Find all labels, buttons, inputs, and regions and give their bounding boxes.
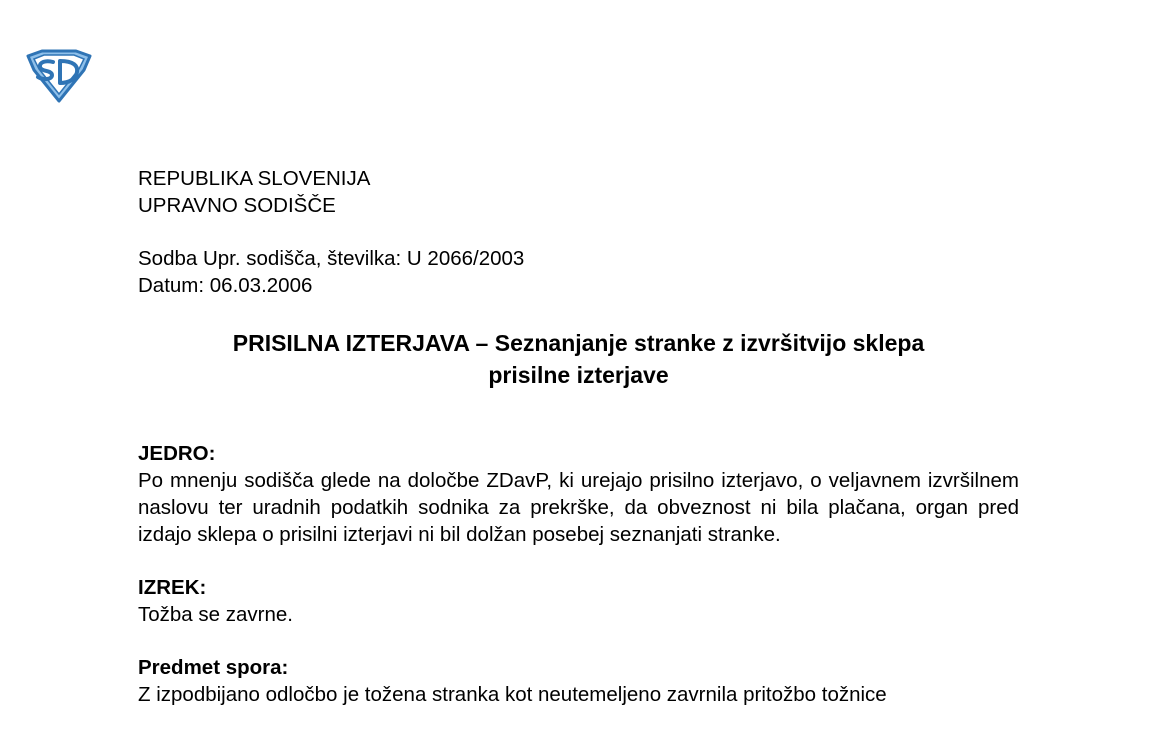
predmet-heading: Predmet spora:	[138, 656, 289, 679]
sd-logo-icon	[22, 48, 96, 104]
decision-date: Datum: 06.03.2006	[138, 274, 313, 297]
jedro-heading: JEDRO:	[138, 442, 216, 465]
predmet-text: Z izpodbijano odločbo je tožena stranka kot neutemeljeno zavrnila pritožbo tožnice	[138, 683, 887, 706]
title-line-2: prisilne izterjave	[488, 362, 669, 388]
header-republic: REPUBLIKA SLOVENIJA	[138, 167, 371, 190]
header-court: UPRAVNO SODIŠČE	[138, 194, 336, 217]
document-body	[138, 165, 1019, 708]
jedro-text: Po mnenju sodišča glede na določbe ZDavP, ki urejajo prisilno izterjavo, o veljavnem izvršilnem naslovu ter uradnih podatkih sodnika za prekrške, da obveznost ni bila plačana, organ pred izdajo sklepa o prisilni izterjavi ni bil dolžan posebej seznanjati stranke.	[138, 469, 1019, 546]
title-line-1: PRISILNA IZTERJAVA – Seznanjanje stranke z izvršitvijo sklepa	[232, 330, 925, 356]
case-number: Sodba Upr. sodišča, številka: U 2066/2003	[138, 247, 525, 270]
izrek-text: Tožba se zavrne.	[138, 603, 293, 626]
document-title	[138, 327, 1019, 391]
izrek-heading: IZREK:	[138, 576, 207, 599]
